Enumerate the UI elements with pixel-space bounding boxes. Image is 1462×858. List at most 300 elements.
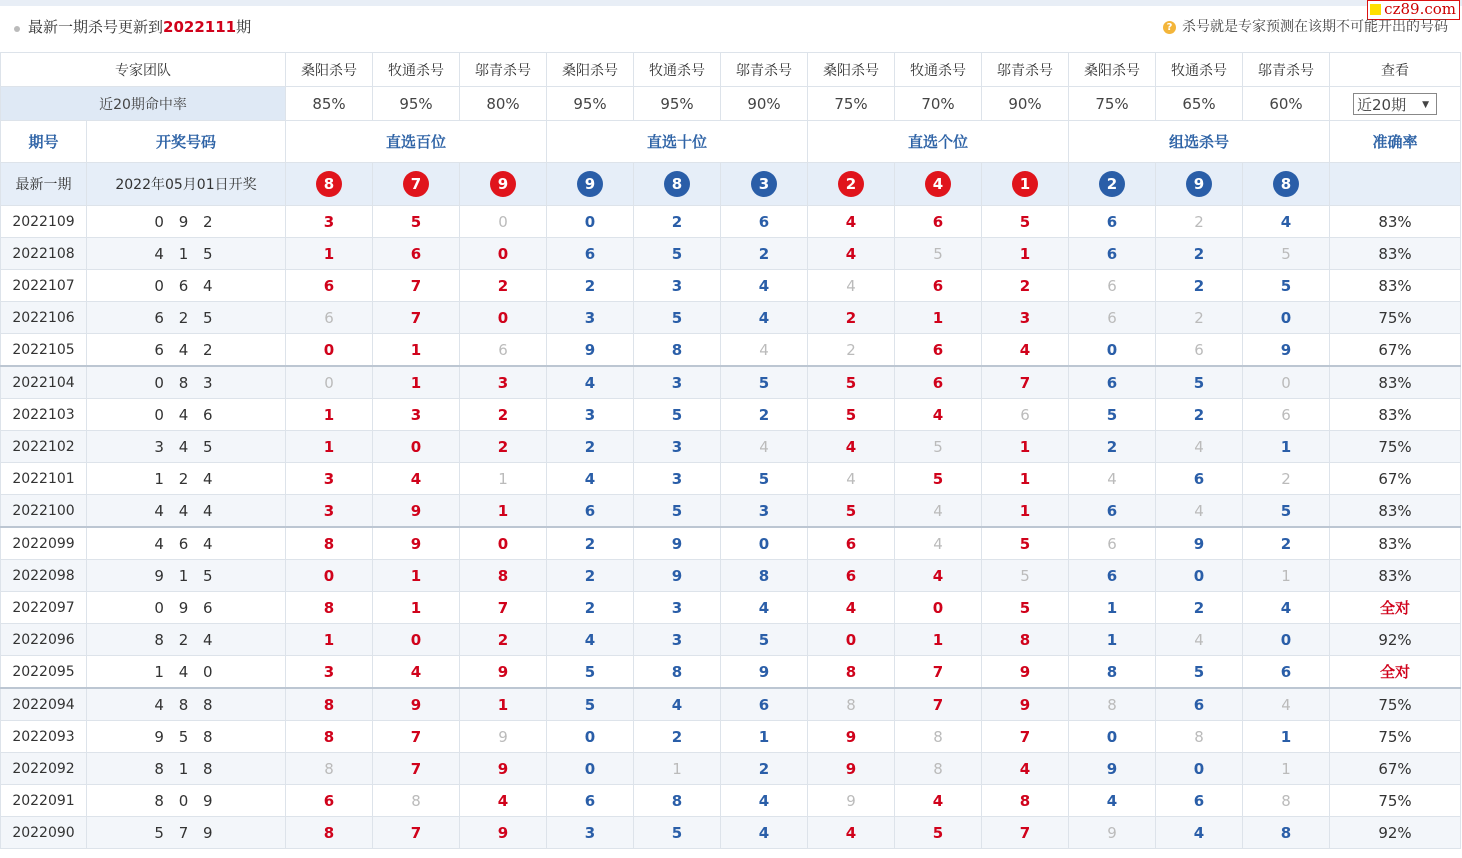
expert-name-8: 邬青杀号 [982,53,1069,87]
kill-number-cell: 6 [547,495,634,528]
draw-number-cell: 4 1 5 [87,238,286,270]
kill-number-cell: 8 [634,785,721,817]
kill-number-cell: 1 [982,238,1069,270]
kill-number-cell: 8 [1243,817,1330,849]
kill-number-cell: 5 [1243,238,1330,270]
kill-number-cell: 1 [286,431,373,463]
kill-number-cell: 6 [547,785,634,817]
kill-number-cell: 6 [1156,334,1243,367]
hit-rate-9: 75% [1069,87,1156,121]
kill-number-cell: 5 [808,399,895,431]
kill-number-cell: 0 [460,238,547,270]
kill-number-cell: 1 [460,495,547,528]
kill-number-cell: 3 [634,431,721,463]
kill-number-cell: 0 [286,334,373,367]
hit-rate-11: 60% [1243,87,1330,121]
latest-issue-number: 2022111 [163,18,237,36]
hit-rate-5: 90% [721,87,808,121]
period-cell: 2022092 [1,753,87,785]
kill-number-cell: 4 [808,817,895,849]
expert-name-6: 桑阳杀号 [808,53,895,87]
kill-number-cell: 3 [982,302,1069,334]
expert-name-11: 邬青杀号 [1243,53,1330,87]
kill-number-cell: 0 [286,366,373,399]
kill-number-cell: 5 [808,495,895,528]
kill-number-cell: 6 [1069,527,1156,560]
kill-number-cell: 4 [982,334,1069,367]
table-row [1,238,1461,270]
table-row [1,527,1461,560]
kill-number-cell: 6 [1156,785,1243,817]
draw-number-cell: 0 6 4 [87,270,286,302]
number-ball: 9 [1186,171,1212,197]
table-row [1,688,1461,721]
kill-number-cell: 1 [982,431,1069,463]
table-row [1,302,1461,334]
kill-number-cell: 3 [547,302,634,334]
kill-number-cell: 8 [373,785,460,817]
kill-number-cell: 1 [373,560,460,592]
accuracy-cell: 83% [1330,206,1461,238]
accuracy-cell: 83% [1330,560,1461,592]
period-cell: 2022099 [1,527,87,560]
kill-number-cell: 4 [1243,206,1330,238]
kill-number-cell: 3 [721,495,808,528]
kill-number-cell: 1 [982,463,1069,495]
draw-number-cell: 1 2 4 [87,463,286,495]
draw-number-cell: 0 9 6 [87,592,286,624]
kill-number-cell: 0 [547,721,634,753]
draw-number-cell: 0 4 6 [87,399,286,431]
kill-number-cell: 4 [895,785,982,817]
kill-number-cell: 2 [1069,431,1156,463]
kill-number-cell: 4 [895,495,982,528]
period-cell: 2022105 [1,334,87,367]
kill-number-cell: 4 [1243,688,1330,721]
kill-number-cell: 5 [1243,270,1330,302]
kill-number-cell: 5 [1069,399,1156,431]
kill-number-cell: 4 [982,753,1069,785]
table-row [1,592,1461,624]
kill-number-cell: 6 [721,688,808,721]
kill-number-cell: 2 [982,270,1069,302]
kill-number-cell: 4 [808,238,895,270]
kill-number-cell: 2 [547,527,634,560]
table-row [1,560,1461,592]
draw-number-cell: 9 1 5 [87,560,286,592]
kill-number-cell: 4 [634,688,721,721]
kill-number-cell: 1 [1243,721,1330,753]
kill-number-cell: 6 [1243,656,1330,689]
table-row [1,366,1461,399]
kill-number-cell: 8 [286,527,373,560]
kill-number-cell: 4 [1156,624,1243,656]
group-header-3: 组选杀号 [1069,121,1330,163]
number-ball: 8 [664,171,690,197]
draw-number-cell: 6 2 5 [87,302,286,334]
kill-number-cell: 2 [547,270,634,302]
period-cell: 2022104 [1,366,87,399]
kill-number-cell: 9 [808,721,895,753]
accuracy-cell: 83% [1330,399,1461,431]
kill-number-cell: 0 [460,206,547,238]
kill-number-cell: 9 [1069,817,1156,849]
kill-number-cell: 4 [808,206,895,238]
period-cell: 2022101 [1,463,87,495]
kill-number-cell: 1 [286,399,373,431]
kill-number-cell: 5 [982,527,1069,560]
kill-number-cell: 8 [1069,688,1156,721]
kill-number-cell: 8 [982,785,1069,817]
kill-number-cell: 2 [460,431,547,463]
draw-number-header: 开奖号码 [87,121,286,163]
kill-number-cell: 2 [460,270,547,302]
kill-number-cell: 6 [895,334,982,367]
hit-rate-row [1,87,1461,121]
kill-number-cell: 5 [1243,495,1330,528]
kill-number-cell: 2 [460,399,547,431]
kill-number-cell: 1 [895,624,982,656]
latest-ball-cell [634,163,721,206]
kill-number-cell: 6 [1069,366,1156,399]
kill-number-cell: 4 [1069,463,1156,495]
kill-number-cell: 6 [1069,206,1156,238]
table-row [1,721,1461,753]
kill-number-cell: 2 [1156,206,1243,238]
kill-number-cell: 4 [547,366,634,399]
accuracy-cell: 83% [1330,366,1461,399]
kill-number-cell: 9 [460,721,547,753]
kill-number-cell: 4 [1069,785,1156,817]
kill-number-cell: 7 [895,688,982,721]
number-ball: 3 [751,171,777,197]
hit-rate-8: 90% [982,87,1069,121]
kill-number-cell: 4 [373,463,460,495]
period-header: 期号 [1,121,87,163]
kill-number-cell: 3 [460,366,547,399]
number-ball: 9 [577,171,603,197]
expert-name-3: 桑阳杀号 [547,53,634,87]
kill-number-cell: 2 [634,206,721,238]
hit-rate-2: 80% [460,87,547,121]
kill-number-cell: 7 [373,753,460,785]
expert-name-5: 邬青杀号 [721,53,808,87]
period-cell: 2022106 [1,302,87,334]
kill-number-cell: 6 [1069,495,1156,528]
kill-number-cell: 2 [808,302,895,334]
kill-number-cell: 6 [1069,560,1156,592]
kill-number-cell: 0 [1243,624,1330,656]
expert-name-0: 桑阳杀号 [286,53,373,87]
accuracy-cell: 75% [1330,688,1461,721]
kill-number-cell: 5 [547,688,634,721]
kill-number-cell: 1 [460,688,547,721]
table-row [1,817,1461,849]
kill-number-cell: 5 [721,366,808,399]
kill-number-cell: 4 [808,463,895,495]
question-icon: ? [1163,21,1176,34]
kill-number-cell: 0 [373,431,460,463]
kill-number-cell: 7 [373,817,460,849]
expert-name-10: 牧通杀号 [1156,53,1243,87]
kill-number-cell: 6 [286,785,373,817]
kill-number-cell: 6 [1069,302,1156,334]
table-row [1,495,1461,528]
draw-number-cell: 1 4 0 [87,656,286,689]
latest-draw-date: 2022年05月01日开奖 [87,163,286,206]
kill-number-cell: 4 [547,463,634,495]
accuracy-cell: 67% [1330,753,1461,785]
kill-number-cell: 3 [286,463,373,495]
kill-number-cell: 3 [286,206,373,238]
kill-number-cell: 6 [286,270,373,302]
kill-number-cell: 3 [373,399,460,431]
period-cell: 2022093 [1,721,87,753]
number-ball: 1 [1012,171,1038,197]
kill-number-cell: 4 [721,817,808,849]
kill-number-cell: 4 [547,624,634,656]
kill-number-cell: 2 [721,399,808,431]
accuracy-cell: 67% [1330,334,1461,367]
kill-number-table [0,52,1461,849]
kill-number-cell: 6 [1069,238,1156,270]
kill-number-cell: 0 [547,753,634,785]
kill-number-cell: 1 [1069,592,1156,624]
kill-number-cell: 2 [1156,270,1243,302]
kill-number-cell: 0 [1069,334,1156,367]
kill-number-cell: 4 [721,334,808,367]
kill-number-cell: 6 [547,238,634,270]
kill-number-cell: 1 [1243,431,1330,463]
kill-number-cell: 9 [460,656,547,689]
accuracy-cell: 75% [1330,431,1461,463]
draw-number-cell: 0 9 2 [87,206,286,238]
kill-number-cell: 4 [895,560,982,592]
kill-number-cell: 1 [286,624,373,656]
draw-number-cell: 9 5 8 [87,721,286,753]
accuracy-cell: 75% [1330,721,1461,753]
kill-number-cell: 5 [721,463,808,495]
draw-number-cell: 6 4 2 [87,334,286,367]
kill-number-cell: 3 [547,817,634,849]
kill-number-cell: 1 [1069,624,1156,656]
latest-ball-cell [460,163,547,206]
kill-number-cell: 9 [808,785,895,817]
kill-number-cell: 4 [721,431,808,463]
period-cell: 2022098 [1,560,87,592]
kill-number-cell: 0 [1069,721,1156,753]
kill-number-cell: 6 [1069,270,1156,302]
kill-number-cell: 5 [547,656,634,689]
kill-number-cell: 6 [808,560,895,592]
kill-number-cell: 7 [460,592,547,624]
kill-number-cell: 7 [982,817,1069,849]
kill-number-note [1163,18,1448,36]
draw-number-cell: 3 4 5 [87,431,286,463]
kill-number-cell: 1 [373,334,460,367]
period-cell: 2022100 [1,495,87,528]
kill-number-cell: 5 [982,560,1069,592]
number-ball: 4 [925,171,951,197]
kill-number-cell: 4 [1156,495,1243,528]
kill-number-cell: 8 [286,688,373,721]
latest-accuracy-empty [1330,163,1461,206]
kill-number-cell: 5 [634,495,721,528]
period-range-value: 近20期 [1357,95,1407,114]
kill-number-cell: 0 [808,624,895,656]
kill-number-cell: 1 [460,463,547,495]
update-title-prefix: 最新一期杀号更新到 [28,18,164,36]
number-ball: 8 [1273,171,1299,197]
expert-name-1: 牧通杀号 [373,53,460,87]
kill-number-cell: 1 [1243,753,1330,785]
kill-number-cell: 8 [895,753,982,785]
kill-number-cell: 4 [808,431,895,463]
kill-number-cell: 5 [895,238,982,270]
kill-number-cell: 0 [286,560,373,592]
kill-number-cell: 7 [895,656,982,689]
kill-number-cell: 4 [721,302,808,334]
kill-number-cell: 0 [460,302,547,334]
period-cell: 2022094 [1,688,87,721]
kill-number-cell: 6 [982,399,1069,431]
kill-number-cell: 1 [895,302,982,334]
kill-number-cell: 4 [721,270,808,302]
kill-number-cell: 7 [982,721,1069,753]
bullet-dot-icon [14,26,20,32]
update-title-suffix: 期 [236,18,252,36]
kill-number-cell: 3 [547,399,634,431]
table-row [1,624,1461,656]
kill-number-cell: 2 [1156,592,1243,624]
kill-number-cell: 2 [1156,399,1243,431]
accuracy-cell: 全对 [1330,592,1461,624]
draw-number-cell: 4 6 4 [87,527,286,560]
kill-number-cell: 2 [1156,238,1243,270]
kill-number-cell: 8 [634,334,721,367]
draw-number-cell: 8 2 4 [87,624,286,656]
kill-number-cell: 0 [1156,753,1243,785]
kill-number-cell: 6 [1156,688,1243,721]
view-header: 查看 [1330,53,1461,87]
kill-number-cell: 5 [982,206,1069,238]
kill-number-cell: 2 [1243,527,1330,560]
kill-number-cell: 9 [547,334,634,367]
hit-rate-4: 95% [634,87,721,121]
history-rows [1,206,1461,849]
kill-number-cell: 8 [460,560,547,592]
kill-number-cell: 0 [1243,366,1330,399]
kill-number-cell: 5 [895,463,982,495]
hit-rate-0: 85% [286,87,373,121]
kill-number-cell: 5 [373,206,460,238]
kill-number-cell: 2 [547,560,634,592]
draw-number-cell: 8 0 9 [87,785,286,817]
kill-number-cell: 2 [460,624,547,656]
kill-number-cell: 2 [721,238,808,270]
accuracy-header: 准确率 [1330,121,1461,163]
table-row [1,399,1461,431]
kill-number-cell: 8 [808,688,895,721]
draw-number-cell: 4 4 4 [87,495,286,528]
group-header-0: 直选百位 [286,121,547,163]
kill-number-cell: 7 [982,366,1069,399]
kill-number-cell: 6 [1156,463,1243,495]
kill-number-cell: 8 [808,656,895,689]
latest-ball-cell [808,163,895,206]
kill-number-cell: 9 [982,656,1069,689]
latest-ball-cell [1156,163,1243,206]
kill-number-cell: 5 [634,302,721,334]
kill-number-cell: 6 [460,334,547,367]
kill-number-cell: 3 [634,592,721,624]
kill-number-cell: 5 [634,817,721,849]
kill-number-cell: 6 [721,206,808,238]
latest-ball-cell [373,163,460,206]
kill-number-cell: 4 [721,592,808,624]
kill-number-cell: 8 [286,721,373,753]
kill-number-cell: 9 [721,656,808,689]
period-cell: 2022097 [1,592,87,624]
kill-number-cell: 8 [982,624,1069,656]
kill-number-cell: 4 [460,785,547,817]
period-cell: 2022096 [1,624,87,656]
kill-number-cell: 1 [1243,560,1330,592]
kill-number-cell: 6 [895,366,982,399]
kill-number-cell: 9 [634,527,721,560]
kill-number-cell: 3 [634,463,721,495]
period-cell: 2022090 [1,817,87,849]
hit-rate-1: 95% [373,87,460,121]
period-cell: 2022109 [1,206,87,238]
kill-number-cell: 4 [1243,592,1330,624]
hit-rate-7: 70% [895,87,982,121]
kill-number-cell: 0 [460,527,547,560]
kill-number-cell: 9 [982,688,1069,721]
kill-number-cell: 5 [895,431,982,463]
kill-number-cell: 2 [808,334,895,367]
kill-number-cell: 6 [373,238,460,270]
kill-number-cell: 2 [634,721,721,753]
accuracy-cell: 83% [1330,527,1461,560]
number-ball: 2 [1099,171,1125,197]
kill-number-cell: 4 [808,270,895,302]
period-cell: 2022103 [1,399,87,431]
kill-number-cell: 7 [373,270,460,302]
kill-number-cell: 1 [286,238,373,270]
dropdown-arrow-icon: ▼ [1422,99,1429,110]
kill-number-cell: 8 [286,817,373,849]
table-row [1,785,1461,817]
expert-team-row [1,53,1461,87]
kill-number-cell: 7 [373,302,460,334]
period-range-select[interactable] [1353,93,1437,115]
kill-number-cell: 8 [1243,785,1330,817]
kill-number-cell: 9 [634,560,721,592]
kill-number-cell: 4 [373,656,460,689]
kill-number-cell: 4 [895,527,982,560]
table-row [1,431,1461,463]
kill-number-cell: 2 [1156,302,1243,334]
kill-number-cell: 8 [1069,656,1156,689]
hit-rate-10: 65% [1156,87,1243,121]
kill-number-cell: 4 [1156,817,1243,849]
accuracy-cell: 83% [1330,495,1461,528]
kill-number-cell: 5 [634,238,721,270]
kill-number-cell: 9 [1243,334,1330,367]
table-row [1,334,1461,367]
latest-ball-cell [547,163,634,206]
